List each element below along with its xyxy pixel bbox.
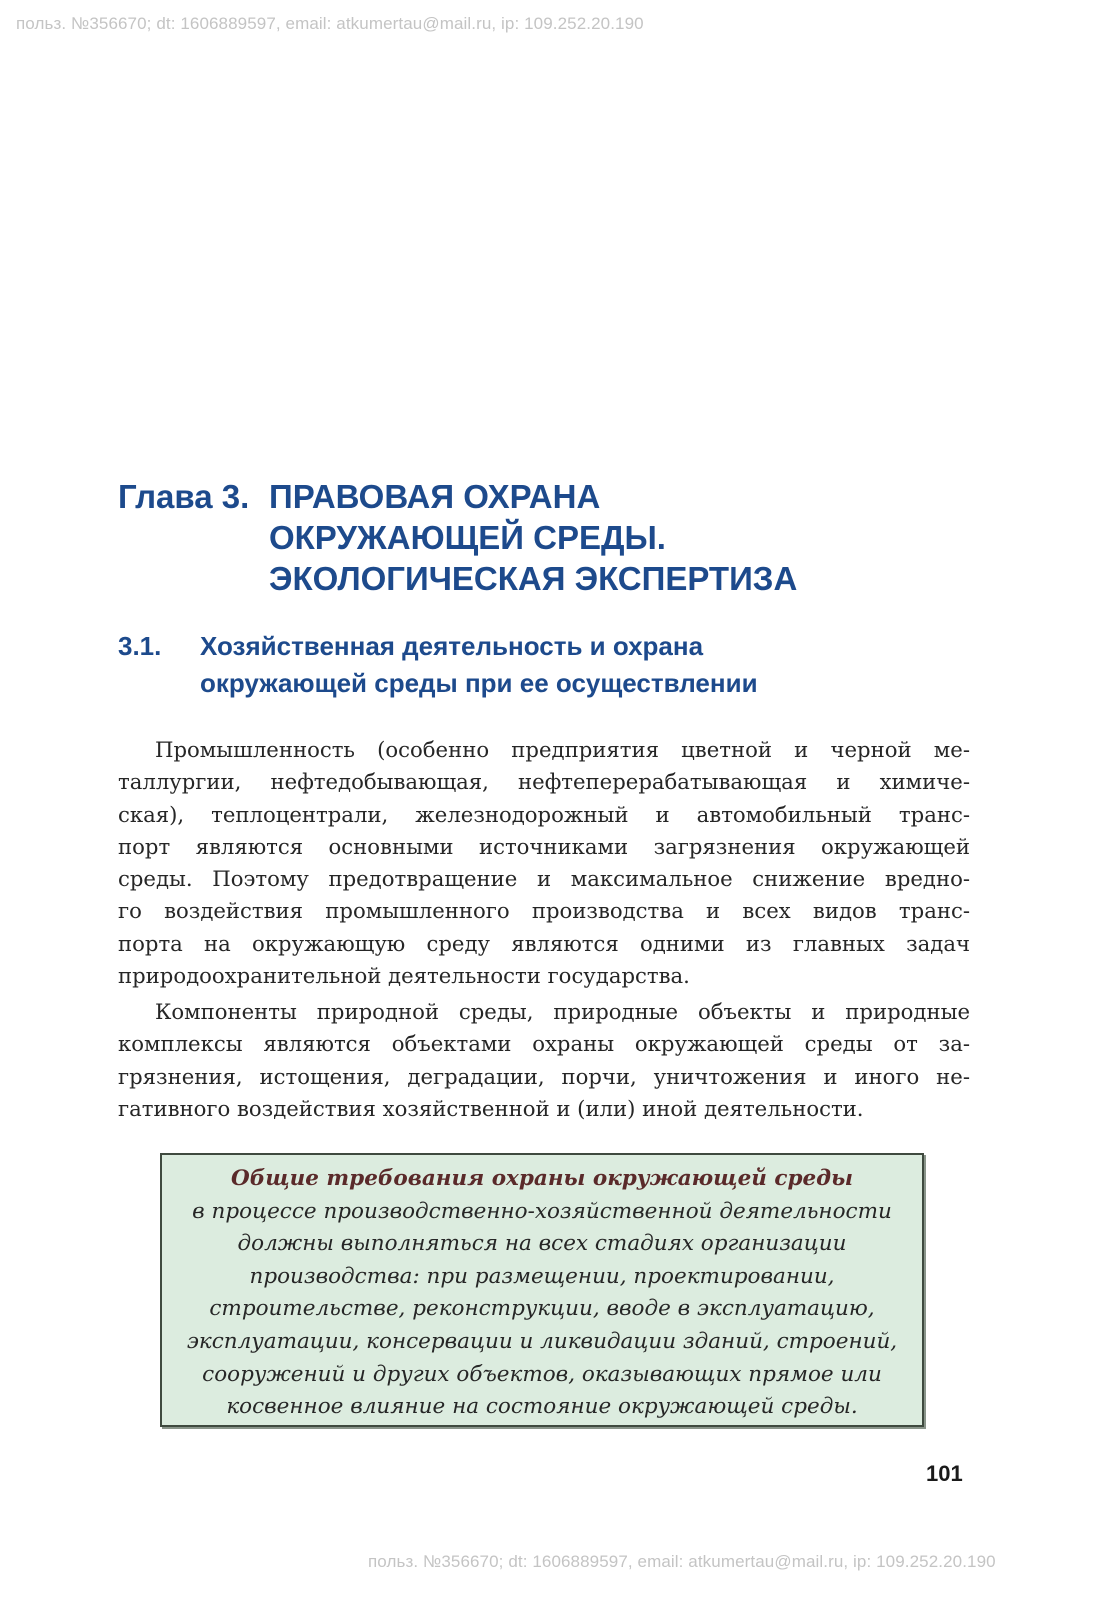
section-heading	[118, 628, 938, 702]
paragraph-line: порта на окружающую среду являются одними из главных задач	[118, 930, 970, 956]
chapter-heading	[118, 476, 938, 599]
watermark-top: польз. №356670; dt: 1606889597, email: atkumertau@mail.ru, ip: 109.252.20.190	[16, 14, 644, 33]
paragraph-line: Компоненты природной среды, природные объекты и природные	[155, 999, 970, 1024]
paragraph-line: Промышленность (особенно предприятия цветной и черной ме-	[155, 737, 970, 762]
callout-lead: Общие требования охраны окружающей среды	[230, 1166, 853, 1191]
chapter-title-line: ПРАВОВАЯ ОХРАНА	[269, 478, 601, 515]
section-title-line: окружающей среды при ее осуществлении	[200, 668, 758, 698]
body-paragraph-1	[118, 734, 970, 992]
paragraph-line: таллургии, нефтедобывающая, нефтеперерабатывающая и химиче-	[118, 769, 970, 795]
callout-line: должны выполняться на всех стадиях организации	[237, 1231, 847, 1257]
paragraph-line: ская), теплоцентрали, железнодорожный и автомобильный транс-	[118, 801, 970, 827]
page-number: 101	[926, 1461, 963, 1486]
chapter-title-line: ЭКОЛОГИЧЕСКАЯ ЭКСПЕРТИЗА	[269, 560, 798, 597]
chapter-title	[269, 476, 797, 599]
callout-line: строительстве, реконструкции, вводе в эксплуатацию,	[209, 1296, 875, 1322]
callout-line: производства: при размещении, проектировании,	[249, 1263, 835, 1289]
watermark-bottom: польз. №356670; dt: 1606889597, email: atkumertau@mail.ru, ip: 109.252.20.190	[368, 1552, 996, 1571]
section-number: 3.1.	[118, 631, 162, 661]
paragraph-line: среды. Поэтому предотвращение и максимальное снижение вредно-	[118, 866, 970, 892]
chapter-label: Глава 3.	[118, 478, 250, 515]
section-title	[200, 628, 758, 702]
section-title-line: Хозяйственная деятельность и охрана	[200, 631, 704, 661]
callout-line: в процессе производственно-хозяйственной деятельности	[192, 1198, 892, 1224]
paragraph-line: гативного воздействия хозяйственной и (или) иной деятельности.	[118, 1095, 864, 1121]
callout-line: эксплуатации, консервации и ликвидации зданий, строений,	[186, 1328, 898, 1354]
paragraph-line: грязнения, истощения, деградации, порчи, уничтожения и иного не-	[118, 1063, 970, 1089]
paragraph-line: природоохранительной деятельности государства.	[118, 963, 690, 989]
callout-line: сооружений и других объектов, оказывающих прямое или	[202, 1361, 882, 1387]
paragraph-line: го воздействия промышленного производства и всех видов транс-	[118, 898, 970, 924]
callout-line: косвенное влияние на состояние окружающей среды.	[226, 1394, 858, 1420]
paragraph-line: порт являются основными источниками загрязнения окружающей	[118, 833, 970, 859]
body-paragraph-2	[118, 996, 970, 1125]
chapter-title-line: ОКРУЖАЮЩЕЙ СРЕДЫ.	[269, 519, 666, 556]
requirements-callout-box	[160, 1153, 924, 1427]
paragraph-line: комплексы являются объектами охраны окружающей среды от за-	[118, 1031, 970, 1057]
